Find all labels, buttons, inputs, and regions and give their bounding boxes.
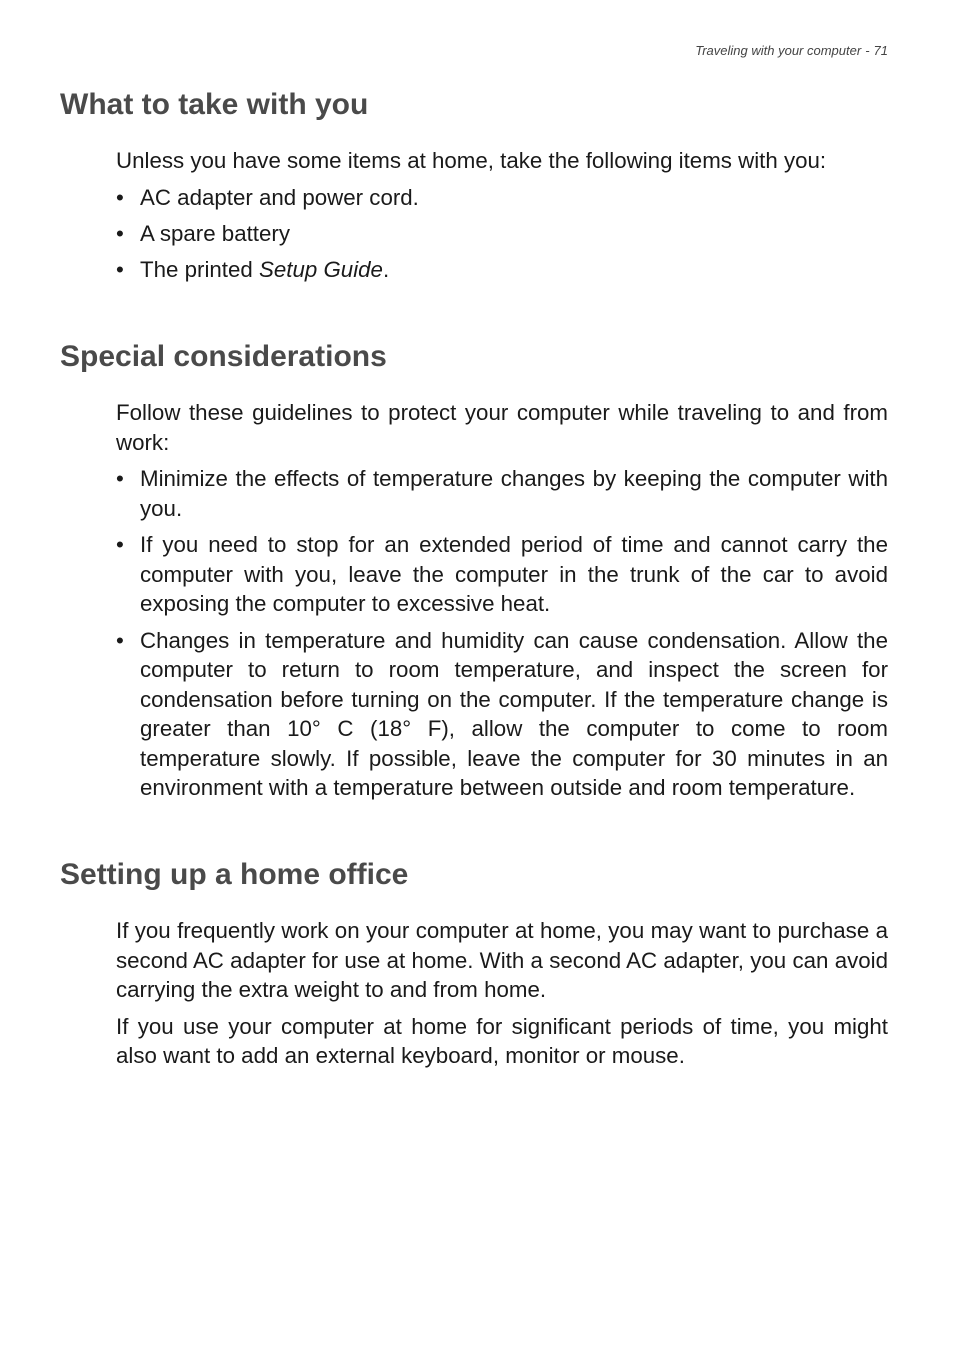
section-intro: Unless you have some items at home, take the following items with you: (116, 148, 827, 173)
section-heading-special-considerations: Special considerations (60, 340, 387, 373)
bullet-marker: • (116, 466, 124, 491)
list-item (116, 464, 888, 523)
bullet-list (116, 464, 888, 803)
section-body-special-considerations (116, 398, 888, 803)
list-item-text: AC adapter and power cord. (140, 184, 419, 210)
bullet-marker: • (116, 627, 124, 653)
bullet-list (116, 183, 888, 285)
bullet-marker: • (116, 184, 124, 210)
list-item-text-suffix: . (382, 256, 390, 282)
list-item-text: If you need to stop for an extended period of time and cannot carry the computer with you, leave the computer in the trunk of the car to avoid exposing the computer to excessive heat. (140, 532, 888, 616)
list-item-text: A spare battery (140, 220, 290, 246)
list-item (116, 530, 888, 619)
document-title-emphasis: Setup Guide (259, 256, 383, 282)
section-body-home-office (116, 916, 888, 1071)
list-item (116, 255, 888, 285)
list-item (116, 183, 888, 213)
section-heading-home-office: Setting up a home office (60, 858, 409, 891)
section-body-what-to-take (116, 146, 888, 284)
list-item (116, 219, 888, 249)
section-intro: Follow these guidelines to protect your computer while traveling to and from work: (116, 400, 888, 455)
bullet-marker: • (116, 532, 124, 557)
list-item (116, 626, 888, 803)
list-item-text-prefix: The printed (140, 256, 259, 282)
body-paragraph: If you frequently work on your computer at home, you may want to purchase a second AC adapter for use at home. With a second AC adapter, you can avoid carrying the extra weight to and from home. (116, 918, 888, 1002)
bullet-marker: • (116, 256, 124, 282)
running-title: Traveling with your computer (695, 43, 862, 58)
body-paragraph: If you use your computer at home for significant periods of time, you might also want to add an external keyboard, monitor or mouse. (116, 1013, 888, 1068)
list-item-text: Minimize the effects of temperature changes by keeping the computer with you. (140, 466, 888, 521)
running-header (695, 43, 888, 58)
section-heading-what-to-take: What to take with you (60, 88, 369, 121)
header-separator: - (865, 43, 870, 58)
bullet-marker: • (116, 220, 124, 246)
page-number: 71 (873, 43, 888, 58)
list-item-text: Changes in temperature and humidity can cause condensation. Allow the computer to return to room temperature, and inspect the screen for condensation before turning on the computer. If the temperature change is greater than 10° C (18° F), allow the computer to come to room temperature slowly. If possible, leave the computer for 30 minutes in an environment with a temperature between outside and room temperature. (140, 627, 888, 800)
